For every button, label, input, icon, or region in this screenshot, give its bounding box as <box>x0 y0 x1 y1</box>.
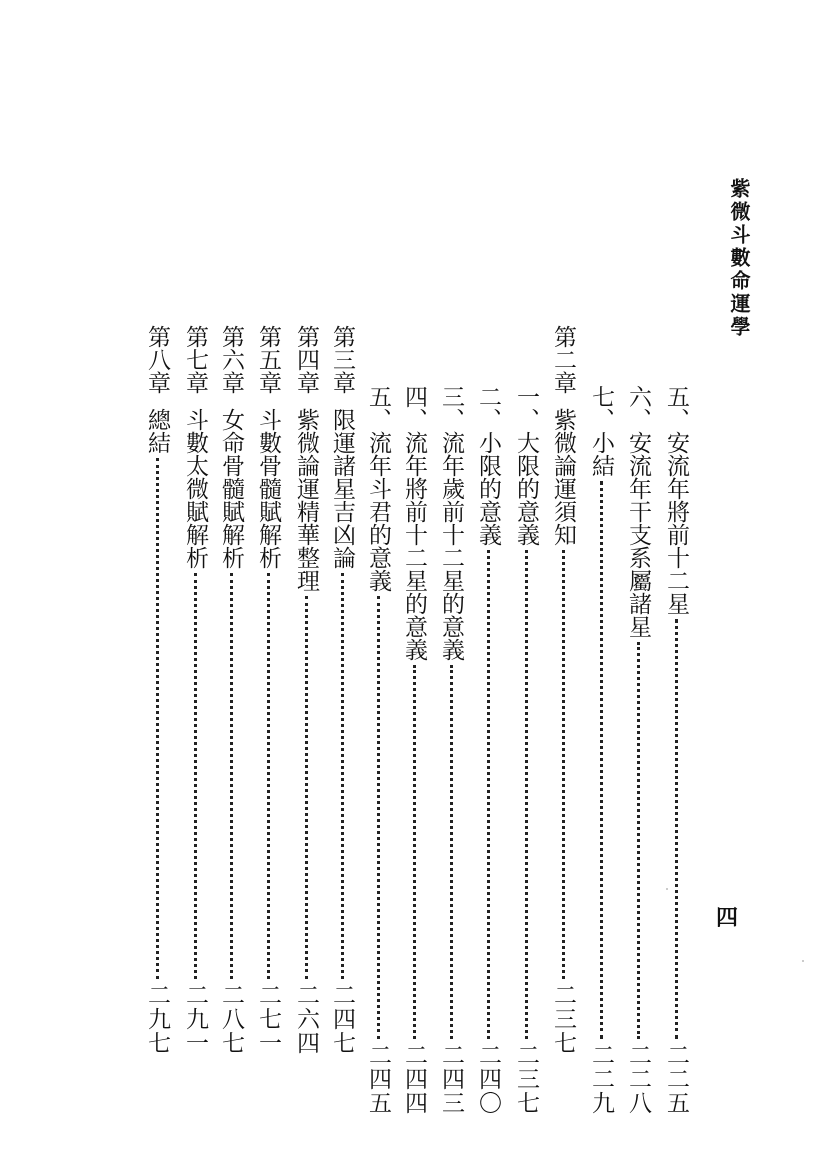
toc-dot-leader <box>230 573 233 979</box>
toc-dot-leader <box>377 596 380 1039</box>
toc-entry <box>433 385 469 1115</box>
scan-speck <box>666 888 668 890</box>
toc-entry-label: 四、流年將前十二星的意義 <box>401 385 427 661</box>
toc-chapter-title: 限運諸星吉凶論 <box>329 408 355 569</box>
toc-page-number: 二四三 <box>438 1043 464 1115</box>
toc-dot-leader <box>194 573 197 979</box>
toc-page-number: 二九七 <box>144 983 170 1055</box>
toc-entry-chapter <box>324 325 360 1055</box>
toc-gap <box>177 394 213 408</box>
toc-entry <box>470 385 506 1115</box>
toc-chapter-title: 斗數太微賦解析 <box>182 408 208 569</box>
toc-entry-chapter <box>139 325 175 1055</box>
toc-entry-chapter <box>545 325 581 1055</box>
toc-chapter-label: 第五章 <box>255 325 281 394</box>
toc-dot-leader <box>413 665 416 1039</box>
toc-dot-leader <box>341 573 344 979</box>
toc-page-number: 二四七 <box>329 983 355 1055</box>
toc-page-number: 二二八 <box>625 1043 651 1115</box>
toc-entry-label: 三、流年歲前十二星的意義 <box>438 385 464 661</box>
toc-page-number: 二八七 <box>218 983 244 1055</box>
toc-page-number: 二三七 <box>550 983 576 1055</box>
toc-dot-leader <box>525 550 528 1039</box>
toc-entry-chapter <box>288 325 324 1055</box>
toc-dot-leader <box>562 550 565 979</box>
toc-entry-chapter <box>213 325 249 1055</box>
toc-entry-label: 二、小限的意義 <box>475 385 501 546</box>
toc-entry-label: 一、大限的意義 <box>513 385 539 546</box>
toc-entry <box>508 385 544 1115</box>
toc-chapter-label: 第二章 <box>550 325 576 394</box>
toc-entry <box>620 385 656 1115</box>
toc-page-number: 二二五 <box>663 1043 689 1115</box>
toc-entry-label: 七、小結 <box>588 385 614 477</box>
toc-dot-leader <box>675 619 678 1039</box>
page-number: 四 <box>715 905 738 931</box>
toc-chapter-title: 紫微論運須知 <box>550 408 576 546</box>
toc-dot-leader <box>156 458 159 979</box>
toc-page-number: 二四〇 <box>475 1043 501 1115</box>
toc-chapter-label: 第六章 <box>218 325 244 394</box>
toc-gap <box>213 394 249 408</box>
toc-chapter-title: 女命骨髓賦解析 <box>218 408 244 569</box>
toc-chapter-label: 第三章 <box>329 325 355 394</box>
toc-entry <box>396 385 432 1115</box>
toc-chapter-title: 紫微論運精華整理 <box>293 408 319 592</box>
toc-page-number: 二九一 <box>182 983 208 1055</box>
toc-dot-leader <box>487 550 490 1039</box>
toc-entry <box>360 385 396 1115</box>
toc-chapter-label: 第四章 <box>293 325 319 394</box>
toc-page-number: 二二九 <box>588 1043 614 1115</box>
toc-chapter-title: 總結 <box>144 408 170 454</box>
toc-chapter-label: 第八章 <box>144 325 170 394</box>
toc-gap <box>545 394 581 408</box>
toc-entry-label: 五、安流年將前十二星 <box>663 385 689 615</box>
toc-dot-leader <box>267 573 270 979</box>
toc-entry <box>583 385 619 1115</box>
toc-page-number: 二四四 <box>401 1043 427 1115</box>
toc-dot-leader <box>305 596 308 979</box>
toc-gap <box>139 394 175 408</box>
scan-speck <box>802 960 804 962</box>
toc-entry-chapter <box>177 325 213 1055</box>
toc-gap <box>250 394 286 408</box>
toc-gap <box>288 394 324 408</box>
toc-page-number: 二三七 <box>513 1043 539 1115</box>
toc-gap <box>324 394 360 408</box>
book-title-header: 紫微斗數命運學 <box>727 178 751 339</box>
toc-dot-leader <box>450 665 453 1039</box>
toc-entry <box>658 385 694 1115</box>
toc-dot-leader <box>637 642 640 1039</box>
toc-entry-label: 五、流年斗君的意義 <box>365 385 391 592</box>
toc-page-number: 二六四 <box>293 983 319 1055</box>
toc-chapter-title: 斗數骨髓賦解析 <box>255 408 281 569</box>
toc-dot-leader <box>600 481 603 1039</box>
toc-entry-chapter <box>250 325 286 1055</box>
toc-chapter-label: 第七章 <box>182 325 208 394</box>
toc-entry-label: 六、安流年干支系屬諸星 <box>625 385 651 638</box>
toc-page-number: 二七一 <box>255 983 281 1055</box>
toc-page-number: 二四五 <box>365 1043 391 1115</box>
